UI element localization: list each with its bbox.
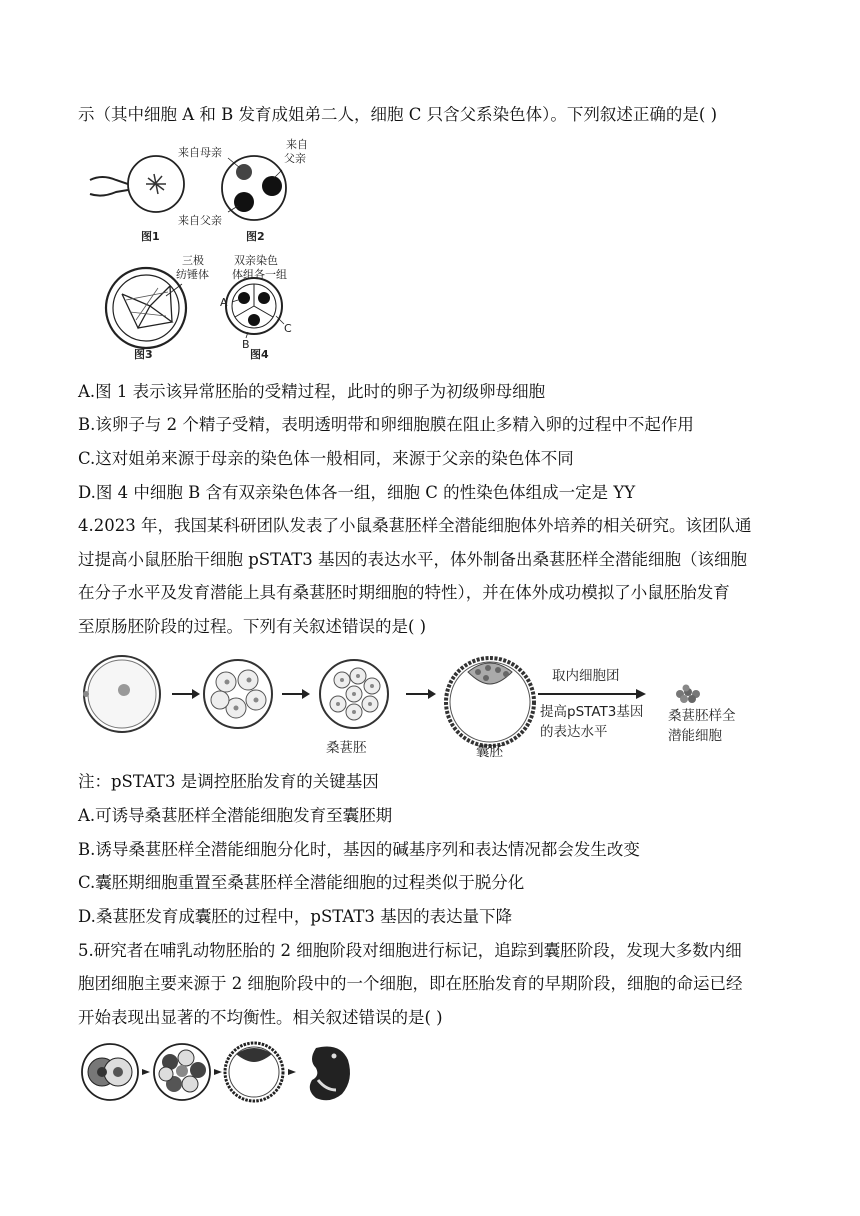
fig2-caption: 图2 [246, 230, 265, 243]
q4-note: 注：pSTAT3 是调控胚胎发育的关键基因 [78, 772, 379, 791]
q5-stem-line-2: 胞团细胞主要来源于 2 细胞阶段中的一个细胞，即在胚胎发育的早期阶段，细胞的命运已经 [78, 974, 743, 993]
q3-option-b: B.该卵子与 2 个精子受精，表明透明带和卵细胞膜在阻止多精入卵的过程中不起作用 [78, 415, 694, 434]
fetus-figure [310, 1047, 350, 1101]
q4-stem-line-3: 在分子水平及发育潜能上具有桑葚胚时期细胞的特性），并在体外成功模拟了小鼠胚胎发育 [78, 583, 730, 602]
q3-option-d: D.图 4 中细胞 B 含有双亲染色体各一组，细胞 C 的性染色体组成一定是 YY [78, 483, 636, 502]
q4-stem-line-1: 4.2023 年，我国某科研团队发表了小鼠桑葚胚样全潜能细胞体外培养的相关研究。该团队通 [78, 516, 752, 535]
arrow-label-bottom-b: 的表达水平 [540, 724, 608, 740]
q3-option-a: A.图 1 表示该异常胚胎的受精过程，此时的卵子为初级卵母细胞 [78, 382, 546, 401]
zygote-cell [83, 656, 160, 732]
label-cell-B: B [242, 338, 250, 351]
fig1-caption: 图1 [141, 230, 160, 243]
totipotent-cell-cluster [676, 685, 700, 704]
label-from-mother: 来自母亲 [178, 146, 222, 159]
q4-option-a: A.可诱导桑葚胚样全潜能细胞发育至囊胚期 [78, 806, 393, 825]
eight-cell-embryo [204, 660, 272, 728]
fig4-daughter-cells [226, 278, 284, 338]
arrow-2 [282, 689, 310, 699]
blastocyst-embryo [446, 658, 534, 746]
q3-option-c: C.这对姐弟来源于母亲的染色体一般相同，来源于父亲的染色体不同 [78, 449, 574, 468]
q4-option-b: B.诱导桑葚胚样全潜能细胞分化时，基因的碱基序列和表达情况都会发生改变 [78, 840, 640, 859]
fig3-tripolar-spindle [106, 268, 186, 348]
label-biparental-a: 双亲染色 [234, 254, 278, 267]
q5-blastocyst [225, 1043, 283, 1101]
two-cell-embryo [82, 1044, 138, 1100]
label-tripolar-b: 纺锤体 [176, 268, 209, 281]
result-label-a: 桑葚胚样全 [668, 708, 736, 724]
morula-embryo [320, 660, 388, 728]
process-arrow [538, 689, 646, 699]
q5-stem-line-3: 开始表现出显著的不均衡性。相关叙述错误的是( ) [78, 1008, 443, 1027]
q5-arrow-3 [288, 1069, 296, 1075]
morula-label: 桑葚胚 [326, 740, 367, 756]
label-cell-A: A [220, 296, 228, 309]
fig4-caption: 图4 [250, 348, 269, 361]
q4-stem-line-2: 过提高小鼠胚胎干细胞 pSTAT3 基因的表达水平，体外制备出桑葚胚样全潜能细胞（该细胞 [78, 550, 747, 569]
q5-stem-line-1: 5.研究者在哺乳动物胚胎的 2 细胞阶段对细胞进行标记，追踪到囊胚阶段，发现大多数内细 [78, 941, 742, 960]
fig1-oocyte [90, 156, 184, 212]
result-label-b: 潜能细胞 [668, 728, 722, 744]
label-from-father-c: 来自父亲 [178, 214, 222, 227]
q4-figure [76, 650, 766, 762]
label-tripolar-a: 三极 [182, 254, 204, 267]
label-biparental-b: 体组各一组 [232, 268, 287, 281]
cleavage-embryo [154, 1044, 210, 1100]
q3-figure [86, 136, 326, 364]
label-from-father-a: 来自 [286, 138, 308, 151]
q4-option-c: C.囊胚期细胞重置至桑葚胚样全潜能细胞的过程类似于脱分化 [78, 873, 525, 892]
arrow-3 [406, 689, 436, 699]
q5-figure [80, 1040, 360, 1106]
arrow-label-bottom-a: 提高pSTAT3基因 [540, 704, 644, 720]
blastocyst-label: 囊胚 [476, 744, 503, 760]
label-from-father-b: 父亲 [284, 152, 306, 165]
arrow-1 [172, 689, 200, 699]
fig2-zygote [222, 156, 286, 220]
q5-arrow-1 [142, 1069, 150, 1075]
q5-arrow-2 [214, 1069, 222, 1075]
label-cell-C: C [284, 322, 292, 335]
q3-stem-tail: 示（其中细胞 A 和 B 发育成姐弟二人，细胞 C 只含父系染色体）。下列叙述正确的是( ) [78, 105, 718, 124]
fig3-caption: 图3 [134, 348, 153, 361]
arrow-label-top: 取内细胞团 [552, 668, 620, 684]
q4-option-d: D.桑葚胚发育成囊胚的过程中，pSTAT3 基因的表达量下降 [78, 907, 513, 926]
q4-stem-line-4: 至原肠胚阶段的过程。下列有关叙述错误的是( ) [78, 617, 427, 636]
